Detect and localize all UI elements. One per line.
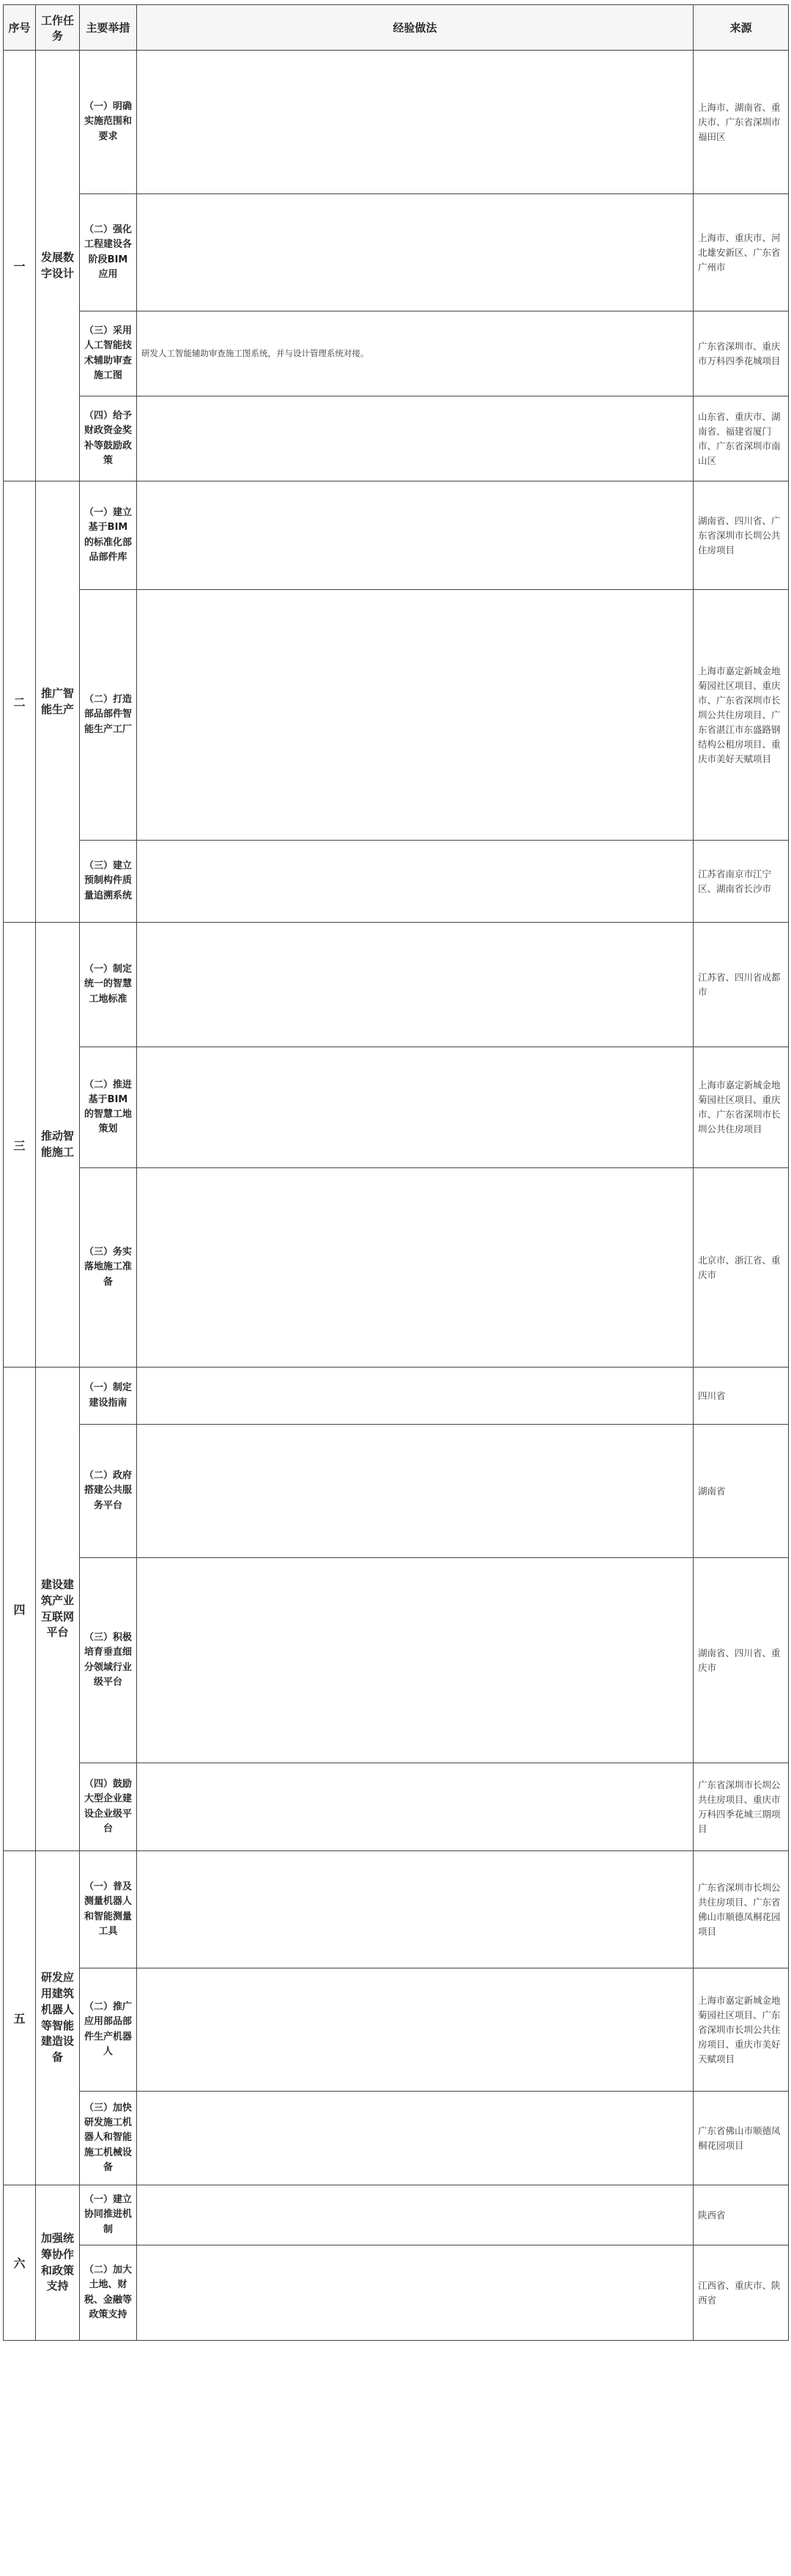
section-number: 三	[4, 923, 36, 1368]
section-number: 一	[4, 51, 36, 481]
source-cell: 北京市、浙江省、重庆市	[694, 1168, 789, 1368]
table-row	[4, 1425, 789, 1558]
source-cell: 广东省深圳市长圳公共住房项目、重庆市万科四季花城三期项目	[694, 1763, 789, 1851]
source-cell: 上海市嘉定新城金地菊园社区项目、广东省深圳市长圳公共住房项目、重庆市美好天赋项目	[694, 1968, 789, 2092]
source-cell: 上海市、湖南省、重庆市、广东省深圳市福田区	[694, 51, 789, 194]
experience-cell	[137, 51, 694, 194]
section-task: 发展数字设计	[36, 51, 80, 481]
source-cell: 江苏省、四川省成都市	[694, 923, 789, 1047]
measure-cell: （二）推广应用部品部件生产机器人	[80, 1968, 137, 2092]
source-cell: 广东省深圳市、重庆市万科四季花城项目	[694, 311, 789, 396]
experience-cell: 研发人工智能辅助审查施工图系统，并与设计管理系统对接。	[137, 311, 694, 396]
measure-cell: （一）制定建设指南	[80, 1368, 137, 1425]
section-number: 六	[4, 2185, 36, 2341]
table-header-row	[4, 5, 789, 51]
table-row	[4, 590, 789, 841]
source-cell: 上海市嘉定新城金地菊园社区项目、重庆市、广东省深圳市长圳公共住房项目	[694, 1047, 789, 1168]
section-number: 五	[4, 1851, 36, 2185]
table-row	[4, 1851, 789, 1968]
experience-cell	[137, 1047, 694, 1168]
section-number: 四	[4, 1368, 36, 1851]
source-cell: 湖南省、四川省、广东省深圳市长圳公共住房项目	[694, 481, 789, 590]
section-task: 加强统筹协作和政策支持	[36, 2185, 80, 2341]
experience-cell	[137, 2245, 694, 2341]
header-task: 工作任务	[36, 5, 80, 51]
table-row	[4, 396, 789, 481]
table-row	[4, 1968, 789, 2092]
experience-cell	[137, 590, 694, 841]
experience-cell	[137, 1168, 694, 1368]
table-row	[4, 2092, 789, 2185]
experience-cell	[137, 194, 694, 311]
table-row	[4, 194, 789, 311]
table-row	[4, 1763, 789, 1851]
experience-cell	[137, 2185, 694, 2245]
table-row	[4, 1168, 789, 1368]
source-cell: 山东省、重庆市、湖南省、福建省厦门市、广东省深圳市南山区	[694, 396, 789, 481]
experience-cell	[137, 1368, 694, 1425]
header-measure: 主要举措	[80, 5, 137, 51]
measure-cell: （三）积极培育垂直细分领域行业级平台	[80, 1558, 137, 1763]
table-row	[4, 2185, 789, 2245]
experience-cell	[137, 1851, 694, 1968]
source-cell: 上海市嘉定新城金地菊园社区项目、重庆市、广东省深圳市长圳公共住房项目、广东省湛江市东盛路钢结构公租房项目、重庆市美好天赋项目	[694, 590, 789, 841]
source-cell: 广东省深圳市长圳公共住房项目、广东省佛山市顺德凤桐花园项目	[694, 1851, 789, 1968]
table-row	[4, 51, 789, 194]
table-row	[4, 1368, 789, 1425]
measure-cell: （三）采用人工智能技术辅助审查施工图	[80, 311, 137, 396]
header-seq: 序号	[4, 5, 36, 51]
source-cell: 广东省佛山市顺德凤桐花园项目	[694, 2092, 789, 2185]
measure-cell: （二）强化工程建设各阶段BIM应用	[80, 194, 137, 311]
header-source: 来源	[694, 5, 789, 51]
source-cell: 江苏省南京市江宁区、湖南省长沙市	[694, 841, 789, 923]
measure-cell: （三）加快研发施工机器人和智能施工机械设备	[80, 2092, 137, 2185]
measure-cell: （四）鼓励大型企业建设企业级平台	[80, 1763, 137, 1851]
source-cell: 陕西省	[694, 2185, 789, 2245]
measure-cell: （二）政府搭建公共服务平台	[80, 1425, 137, 1558]
source-cell: 上海市、重庆市、河北雄安新区、广东省广州市	[694, 194, 789, 311]
table-row	[4, 1558, 789, 1763]
section-task: 推动智能施工	[36, 923, 80, 1368]
measure-cell: （三）务实落地施工准备	[80, 1168, 137, 1368]
experience-cell	[137, 1425, 694, 1558]
experience-cell	[137, 2092, 694, 2185]
measure-cell: （一）建立基于BIM的标准化部品部件库	[80, 481, 137, 590]
experience-cell	[137, 1558, 694, 1763]
source-cell: 江西省、重庆市、陕西省	[694, 2245, 789, 2341]
experience-cell	[137, 396, 694, 481]
measure-cell: （二）推进基于BIM的智慧工地策划	[80, 1047, 137, 1168]
experience-cell	[137, 1968, 694, 2092]
source-cell: 四川省	[694, 1368, 789, 1425]
table-row	[4, 2245, 789, 2341]
header-experience: 经验做法	[137, 5, 694, 51]
section-number: 二	[4, 481, 36, 923]
table-row	[4, 1047, 789, 1168]
source-cell: 湖南省	[694, 1425, 789, 1558]
measure-cell: （一）普及测量机器人和智能测量工具	[80, 1851, 137, 1968]
measure-cell: （一）明确实施范围和要求	[80, 51, 137, 194]
measure-cell: （二）加大土地、财税、金融等政策支持	[80, 2245, 137, 2341]
table-row	[4, 311, 789, 396]
experience-cell	[137, 923, 694, 1047]
section-task: 推广智能生产	[36, 481, 80, 923]
experience-cell	[137, 481, 694, 590]
source-cell: 湖南省、四川省、重庆市	[694, 1558, 789, 1763]
measure-cell: （一）建立协同推进机制	[80, 2185, 137, 2245]
measure-cell: （一）制定统一的智慧工地标准	[80, 923, 137, 1047]
section-task: 建设建筑产业互联网平台	[36, 1368, 80, 1851]
measure-cell: （三）建立预制构件质量追溯系统	[80, 841, 137, 923]
measure-cell: （四）给予财政资金奖补等鼓励政策	[80, 396, 137, 481]
experience-cell	[137, 1763, 694, 1851]
table-row	[4, 923, 789, 1047]
table-row	[4, 481, 789, 590]
experience-table	[3, 4, 789, 2341]
measure-cell: （二）打造部品部件智能生产工厂	[80, 590, 137, 841]
experience-cell	[137, 841, 694, 923]
table-row	[4, 841, 789, 923]
section-task: 研发应用建筑机器人等智能建造设备	[36, 1851, 80, 2185]
